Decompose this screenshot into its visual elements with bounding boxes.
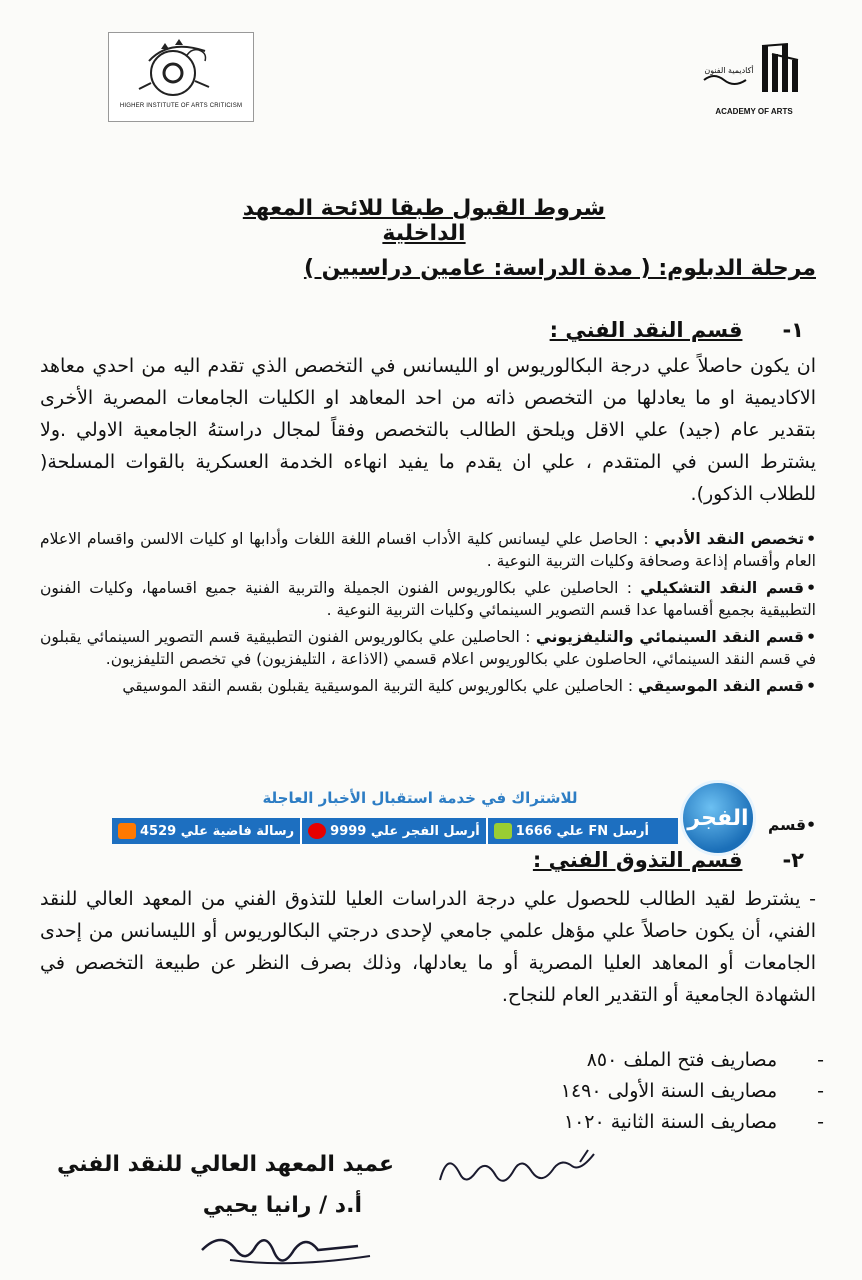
fee-text: مصاريف السنة الثانية ١٠٢٠ [563, 1111, 778, 1133]
fees-list [404, 1045, 824, 1138]
bullet-cinema-tv-criticism: •قسم النقد السينمائي والتليفزيوني : الحاصلين علي بكالوريوس الفنون التطبيقية قسم التصوير السينمائي يقبلون في قسم النقد السينمائي، الحاصلون علي بكالوريوس اعلام قسمي (الاذاعة ، التليفزيون) في تخصص التليفزيون. [40, 628, 817, 668]
orange-logo-icon [118, 823, 136, 839]
vodafone-logo-icon [308, 823, 326, 839]
ad-banner[interactable] [112, 818, 678, 844]
section-2-number: ٢- [782, 848, 804, 872]
bullet-label: قسم النقد التشكيلي [640, 579, 805, 597]
elfagr-logo[interactable]: الفجر [680, 780, 756, 856]
handwritten-signature-1 [430, 1140, 610, 1200]
bullet-music-criticism: •قسم النقد الموسيقي : الحاصلين علي بكالوريوس كلية التربية الموسيقية يقبلون بقسم النقد الموسيقي [122, 677, 816, 695]
fee-dash: - [817, 1049, 824, 1071]
section-1-label: قسم النقد الفني : [549, 318, 743, 342]
bullet-text: : الحاصلين علي بكالوريوس كلية التربية الموسيقية يقبلون بقسم النقد الموسيقي [122, 677, 638, 695]
bullet-label: قسم النقد الموسيقي [637, 677, 805, 695]
bullet-text: : الحاصلين علي بكالوريوس الفنون التطبيقية قسم التصوير السينمائي يقبلون في قسم النقد السينمائي، الحاصلون علي بكالوريوس اعلام قسمي (الاذاعة ، التليفزيون) في تخصص التليفزيون. [40, 628, 816, 668]
institute-logo [108, 32, 254, 122]
ad-segment-text: أرسل الفجر علي 9999 [330, 823, 480, 839]
academy-logo [700, 40, 808, 120]
bullet-label: قسم [768, 816, 807, 834]
ad-headline[interactable]: للاشتراك في خدمة استقبال الأخبار العاجلة [262, 789, 578, 807]
dean-name: أ.د / رانيا يحيي [202, 1193, 362, 1218]
academy-logo-arabic: أكاديمية الفنون [704, 66, 754, 75]
ad-segment-vodafone[interactable] [300, 818, 486, 844]
ad-segment-text: رسالة فاضية علي 4529 [140, 823, 295, 839]
academy-logo-caption: ACADEMY OF ARTS [715, 107, 793, 116]
section-2-heading [533, 848, 804, 872]
section-1-heading [550, 318, 804, 342]
handwritten-signature-2 [190, 1220, 390, 1275]
section-1-number: ١- [782, 318, 804, 342]
bullet-label: تخصص النقد الأدبي [654, 530, 805, 548]
fee-row-year-2 [404, 1107, 824, 1138]
fee-row-year-1 [404, 1076, 824, 1107]
bullet-label: قسم النقد السينمائي والتليفزيوني [535, 628, 805, 646]
fee-text: مصاريف السنة الأولى ١٤٩٠ [560, 1080, 778, 1102]
bullet-partial: •قسم [768, 816, 816, 834]
fee-dash: - [817, 1111, 824, 1133]
diploma-stage-heading: مرحلة الدبلوم: ( مدة الدراسة: عامين دراسيين ) [303, 256, 816, 281]
section-1-paragraph: ان يكون حاصلاً علي درجة البكالوريوس او الليسانس في التخصص الذي تقدم اليه من احدي معاهد الاكاديمية او ما يعادلها من التخصص ذاته من احد المعاهد او الكليات الجامعات المصرية الأخرى بتقدير عام (جيد) علي الاقل ويلحق الطالب بالتخصص وفقاً لمجال دراستهُ الجامعية الاولي .ولا يشترط السن في المتقدم ، علي ان يقدم ما يفيد انهاءه الخدمة العسكرية بالقوات المسلحة( للطلاب الذكور). [40, 355, 816, 505]
section-2-paragraph: - يشترط لقيد الطالب للحصول علي درجة الدراسات العليا للتذوق الفني من المعهد العالي للنقد الفني، أن يكون حاصلاً علي مؤهل علمي جامعي لإحدى درجتي البكالوريوس أو الليسانس من إحدى الجامعات أو المعاهد العليا المصرية أو ما يعادلها، وذلك بصرف النظر عن طبيعة التخصص في الشهادة الجامعية أو التقدير العام للنجاح. [40, 888, 816, 1006]
dean-title: عميد المعهد العالي للنقد الفني [57, 1152, 394, 1177]
bullet-text: : الحاصل علي ليسانس كلية الأداب اقسام اللغة اللغات وأدابها او كليات الالسن واقسام الاعلام العام وأقسام إذاعة وصحافة وكليات التربية النوعية . [40, 530, 816, 570]
section-2-label: قسم التذوق الفني : [532, 848, 743, 872]
bullet-literary-criticism: •تخصص النقد الأدبي : الحاصل علي ليسانس كلية الأداب اقسام اللغة اللغات وأدابها او كليات الالسن واقسام الاعلام العام وأقسام إذاعة وصحافة وكليات التربية النوعية . [40, 530, 816, 570]
etisalat-logo-icon [494, 823, 512, 839]
ad-segment-orange[interactable] [112, 818, 300, 844]
ad-segment-etisalat[interactable] [486, 818, 655, 844]
ad-segment-text: أرسل FN علي 1666 [515, 823, 649, 839]
fee-dash: - [817, 1080, 824, 1102]
bullet-text: : الحاصلين علي بكالوريوس الفنون الجميلة والتربية الفنية جميع اقسامها، وكليات الفنون التطبيقية بجميع أقسامها عدا قسم التصوير السينمائي وكليات التربية النوعية . [40, 579, 816, 619]
section-1-bullets [40, 528, 816, 702]
document-title: شروط القبول طبقا للائحة المعهد الداخلية [242, 196, 606, 246]
fee-text: مصاريف فتح الملف ٨٥٠ [586, 1049, 778, 1071]
fee-row-file [404, 1045, 824, 1076]
institute-emblem-icon [109, 33, 255, 103]
institute-logo-caption: HIGHER INSTITUTE OF ARTS CRITICISM [119, 103, 243, 109]
bullet-plastic-criticism: •قسم النقد التشكيلي : الحاصلين علي بكالوريوس الفنون الجميلة والتربية الفنية جميع اقسامها، وكليات الفنون التطبيقية بجميع أقسامها عدا قسم التصوير السينمائي وكليات التربية النوعية . [40, 579, 816, 619]
